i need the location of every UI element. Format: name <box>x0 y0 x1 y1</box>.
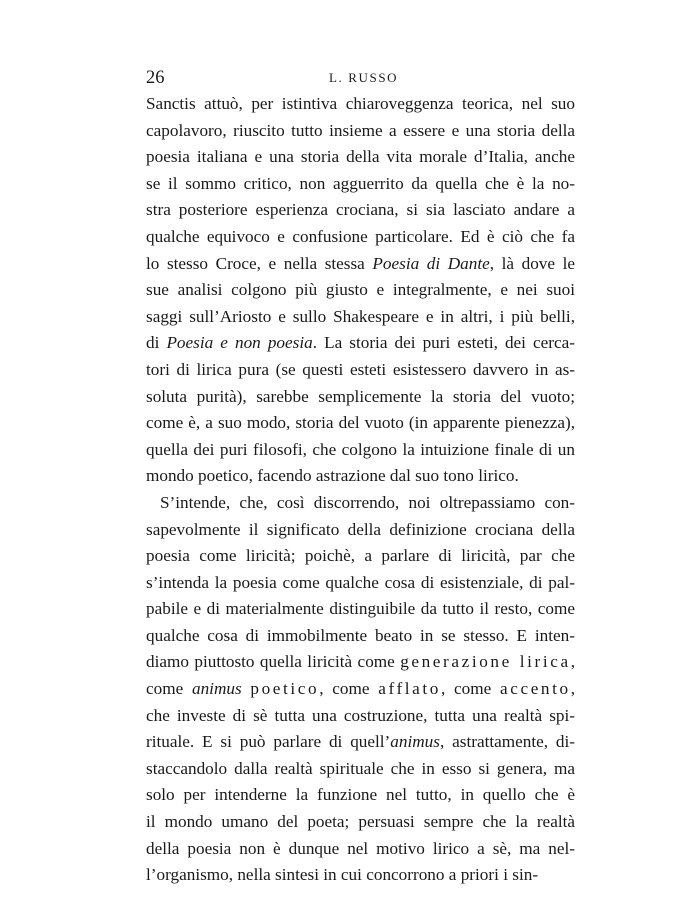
spaced-emphasis: accento <box>500 679 571 699</box>
text-line <box>146 304 575 331</box>
text-line <box>146 91 575 118</box>
text-line <box>146 197 575 224</box>
text-run: pabile e di materialmente distinguibile da tutto il resto, come <box>146 599 575 619</box>
page-number: 26 <box>146 68 165 88</box>
page-header <box>146 66 575 90</box>
spaced-emphasis: poetico <box>250 679 320 699</box>
text-line <box>146 463 575 490</box>
text-run: sue analisi colgono più giusto e integralmente, e nei suoi <box>146 280 575 300</box>
text-run: il mondo umano del poeta; persuasi sempre che la realtà <box>146 812 575 832</box>
text-line <box>146 862 575 889</box>
text-run: soluta purità), sarebbe semplicemente la storia del vuoto; <box>146 386 575 406</box>
text-run: staccandolo dalla realtà spirituale che in esso si genera, ma <box>146 758 575 778</box>
text-line <box>146 357 575 384</box>
text-run: , come <box>440 679 501 699</box>
italic-title: Poesia e non poesia <box>166 333 313 353</box>
text-run: S’intende, che, così discorrendo, noi oltrepassiamo con- <box>160 492 575 512</box>
text-run: come è, a suo modo, storia del vuoto (in apparente pienezza), <box>146 413 575 433</box>
running-head: L. RUSSO <box>329 70 399 85</box>
text-line <box>146 782 575 809</box>
text-run: poesia italiana e una storia della vita morale d’Italia, anche <box>146 147 575 167</box>
text-run: della poesia non è dunque nel motivo lirico a sè, ma nel- <box>146 838 575 858</box>
text-run: diamo piuttosto quella liricità come <box>146 652 401 672</box>
text-run: sapevolmente il significato della definizione crociana della <box>146 519 575 539</box>
text-run: , astrattamente, di- <box>439 732 576 752</box>
text-run: qualche cosa di immobilmente beato in se stesso. E inten- <box>146 625 575 645</box>
text-line <box>146 570 575 597</box>
spaced-emphasis: generazione lirica <box>400 652 571 672</box>
text-line <box>146 277 575 304</box>
text-line <box>146 836 575 863</box>
text-run: s’intenda la poesia come qualche cosa di esistenziale, di pal- <box>146 572 575 592</box>
italic-title: animus <box>191 679 242 699</box>
text-run: Sanctis attuò, per istintiva chiaroveggenza teorica, nel suo <box>146 94 575 113</box>
text-line <box>146 144 575 171</box>
text-run: lo stesso Croce, e nella stessa <box>146 253 373 273</box>
text-line <box>146 703 575 730</box>
text-run: rituale. E si può parlare di quell’ <box>146 732 391 752</box>
text-line <box>146 596 575 623</box>
text-run: , come <box>319 679 379 699</box>
text-run: tori di lirica pura (se questi esteti esistessero davvero in as- <box>146 359 575 379</box>
text-line <box>146 543 575 570</box>
text-run: stra posteriore esperienza crociana, si sia lasciato andare a <box>146 200 575 220</box>
text-run: quella dei puri filosofi, che colgono la intuizione finale di un <box>146 439 575 459</box>
text-line <box>146 251 575 278</box>
text-line <box>146 118 575 145</box>
text-line <box>146 729 575 756</box>
text-run: poesia come liricità; poichè, a parlare di liricità, par che <box>146 546 575 566</box>
text-line <box>146 490 575 517</box>
text-run: solo per intenderne la funzione nel tutto, in quello che è <box>146 785 575 805</box>
text-run: mondo poetico, facendo astrazione dal suo tono lirico. <box>146 466 519 486</box>
text-line <box>146 649 575 676</box>
text-line <box>146 517 575 544</box>
text-run: , <box>570 652 576 672</box>
text-line <box>146 623 575 650</box>
spaced-emphasis: afflato <box>378 679 441 699</box>
text-line <box>146 809 575 836</box>
text-run: come <box>146 679 192 699</box>
text-run: qualche equivoco e confusione particolare. Ed è ciò che fa <box>146 226 575 246</box>
text-line <box>146 676 575 703</box>
text-run: saggi sull’Ariosto e sullo Shakespeare e in altri, i più belli, <box>146 306 575 326</box>
italic-title: animus <box>390 732 440 752</box>
text-run: , <box>570 679 575 699</box>
text-line <box>146 171 575 198</box>
text-line <box>146 384 575 411</box>
text-run: l’organismo, nella sintesi in cui concorrono a priori i sin- <box>146 865 539 885</box>
text-line <box>146 410 575 437</box>
text-run: di <box>146 333 167 353</box>
italic-title: Poesia di Dante <box>372 253 490 273</box>
body-text <box>146 91 575 889</box>
text-line <box>146 224 575 251</box>
text-run: . La storia dei puri esteti, dei cerca- <box>312 333 575 353</box>
text-run: , là dove le <box>489 253 576 273</box>
text-run: se il sommo critico, non agguerrito da quella che è la no- <box>146 173 575 193</box>
text-run: capolavoro, riuscito tutto insieme a essere e una storia della <box>146 120 575 140</box>
text-run: che investe di sè tutta una costruzione, tutta una realtà spi- <box>146 705 575 725</box>
text-line <box>146 756 575 783</box>
text-line <box>146 437 575 464</box>
text-line <box>146 330 575 357</box>
